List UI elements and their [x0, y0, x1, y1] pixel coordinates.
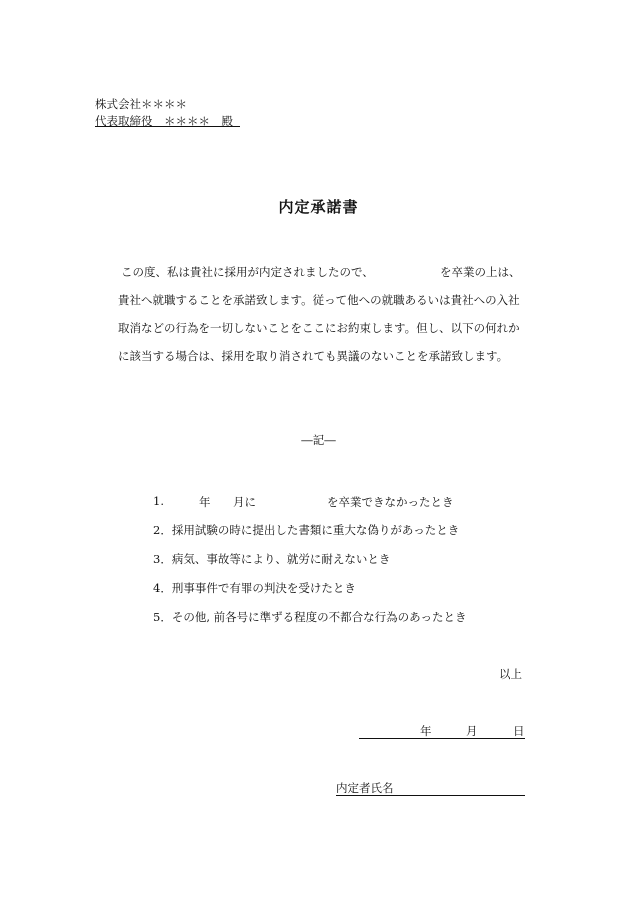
- date-year-label: 年: [420, 724, 432, 738]
- body-line-1a: この度、私は貴社に採用が内定されましたので、: [121, 265, 374, 279]
- date-day-label: 日: [513, 724, 525, 738]
- body-line-4: に該当する場合は、採用を取り消されても異議のないことを承諾致します。: [118, 349, 509, 363]
- date-month-label: 月: [466, 724, 478, 738]
- condition-4: 4．刑事事件で有罪の判決を受けたとき: [153, 581, 356, 595]
- condition-1-text: を卒業できなかったとき: [327, 495, 454, 509]
- condition-3: 3．病気、事故等により、就労に耐えないとき: [153, 552, 391, 566]
- addressee-underline: [95, 126, 240, 127]
- ki-label: ―記―: [301, 433, 336, 447]
- signature-label: 内定者氏名: [336, 781, 394, 795]
- condition-1-year: 年: [199, 495, 211, 509]
- body-line-3: 取消などの行為を一切しないことをここにお約束します。但し、以下の何れか: [118, 321, 520, 335]
- date-underline: [359, 738, 525, 739]
- condition-5: 5．その他, 前各号に準ずる程度の不都合な行為のあったとき: [153, 610, 467, 624]
- condition-1-number: 1.: [153, 494, 164, 508]
- signature-underline: [336, 795, 525, 796]
- condition-2: 2．採用試験の時に提出した書類に重大な偽りがあったとき: [153, 523, 460, 537]
- company-name: 株式会社＊＊＊＊: [95, 97, 187, 111]
- body-line-2: 貴社へ就職することを承諾致します。従って他への就職あるいは貴社への入社: [118, 293, 520, 307]
- representative-name: 代表取締役 ＊＊＊＊ 殿: [95, 114, 233, 128]
- body-line-1b: を卒業の上は、: [440, 265, 521, 279]
- condition-1-month: 月に: [233, 495, 256, 509]
- document-title: 内定承諾書: [278, 198, 359, 216]
- closing-ijo: 以上: [499, 667, 522, 681]
